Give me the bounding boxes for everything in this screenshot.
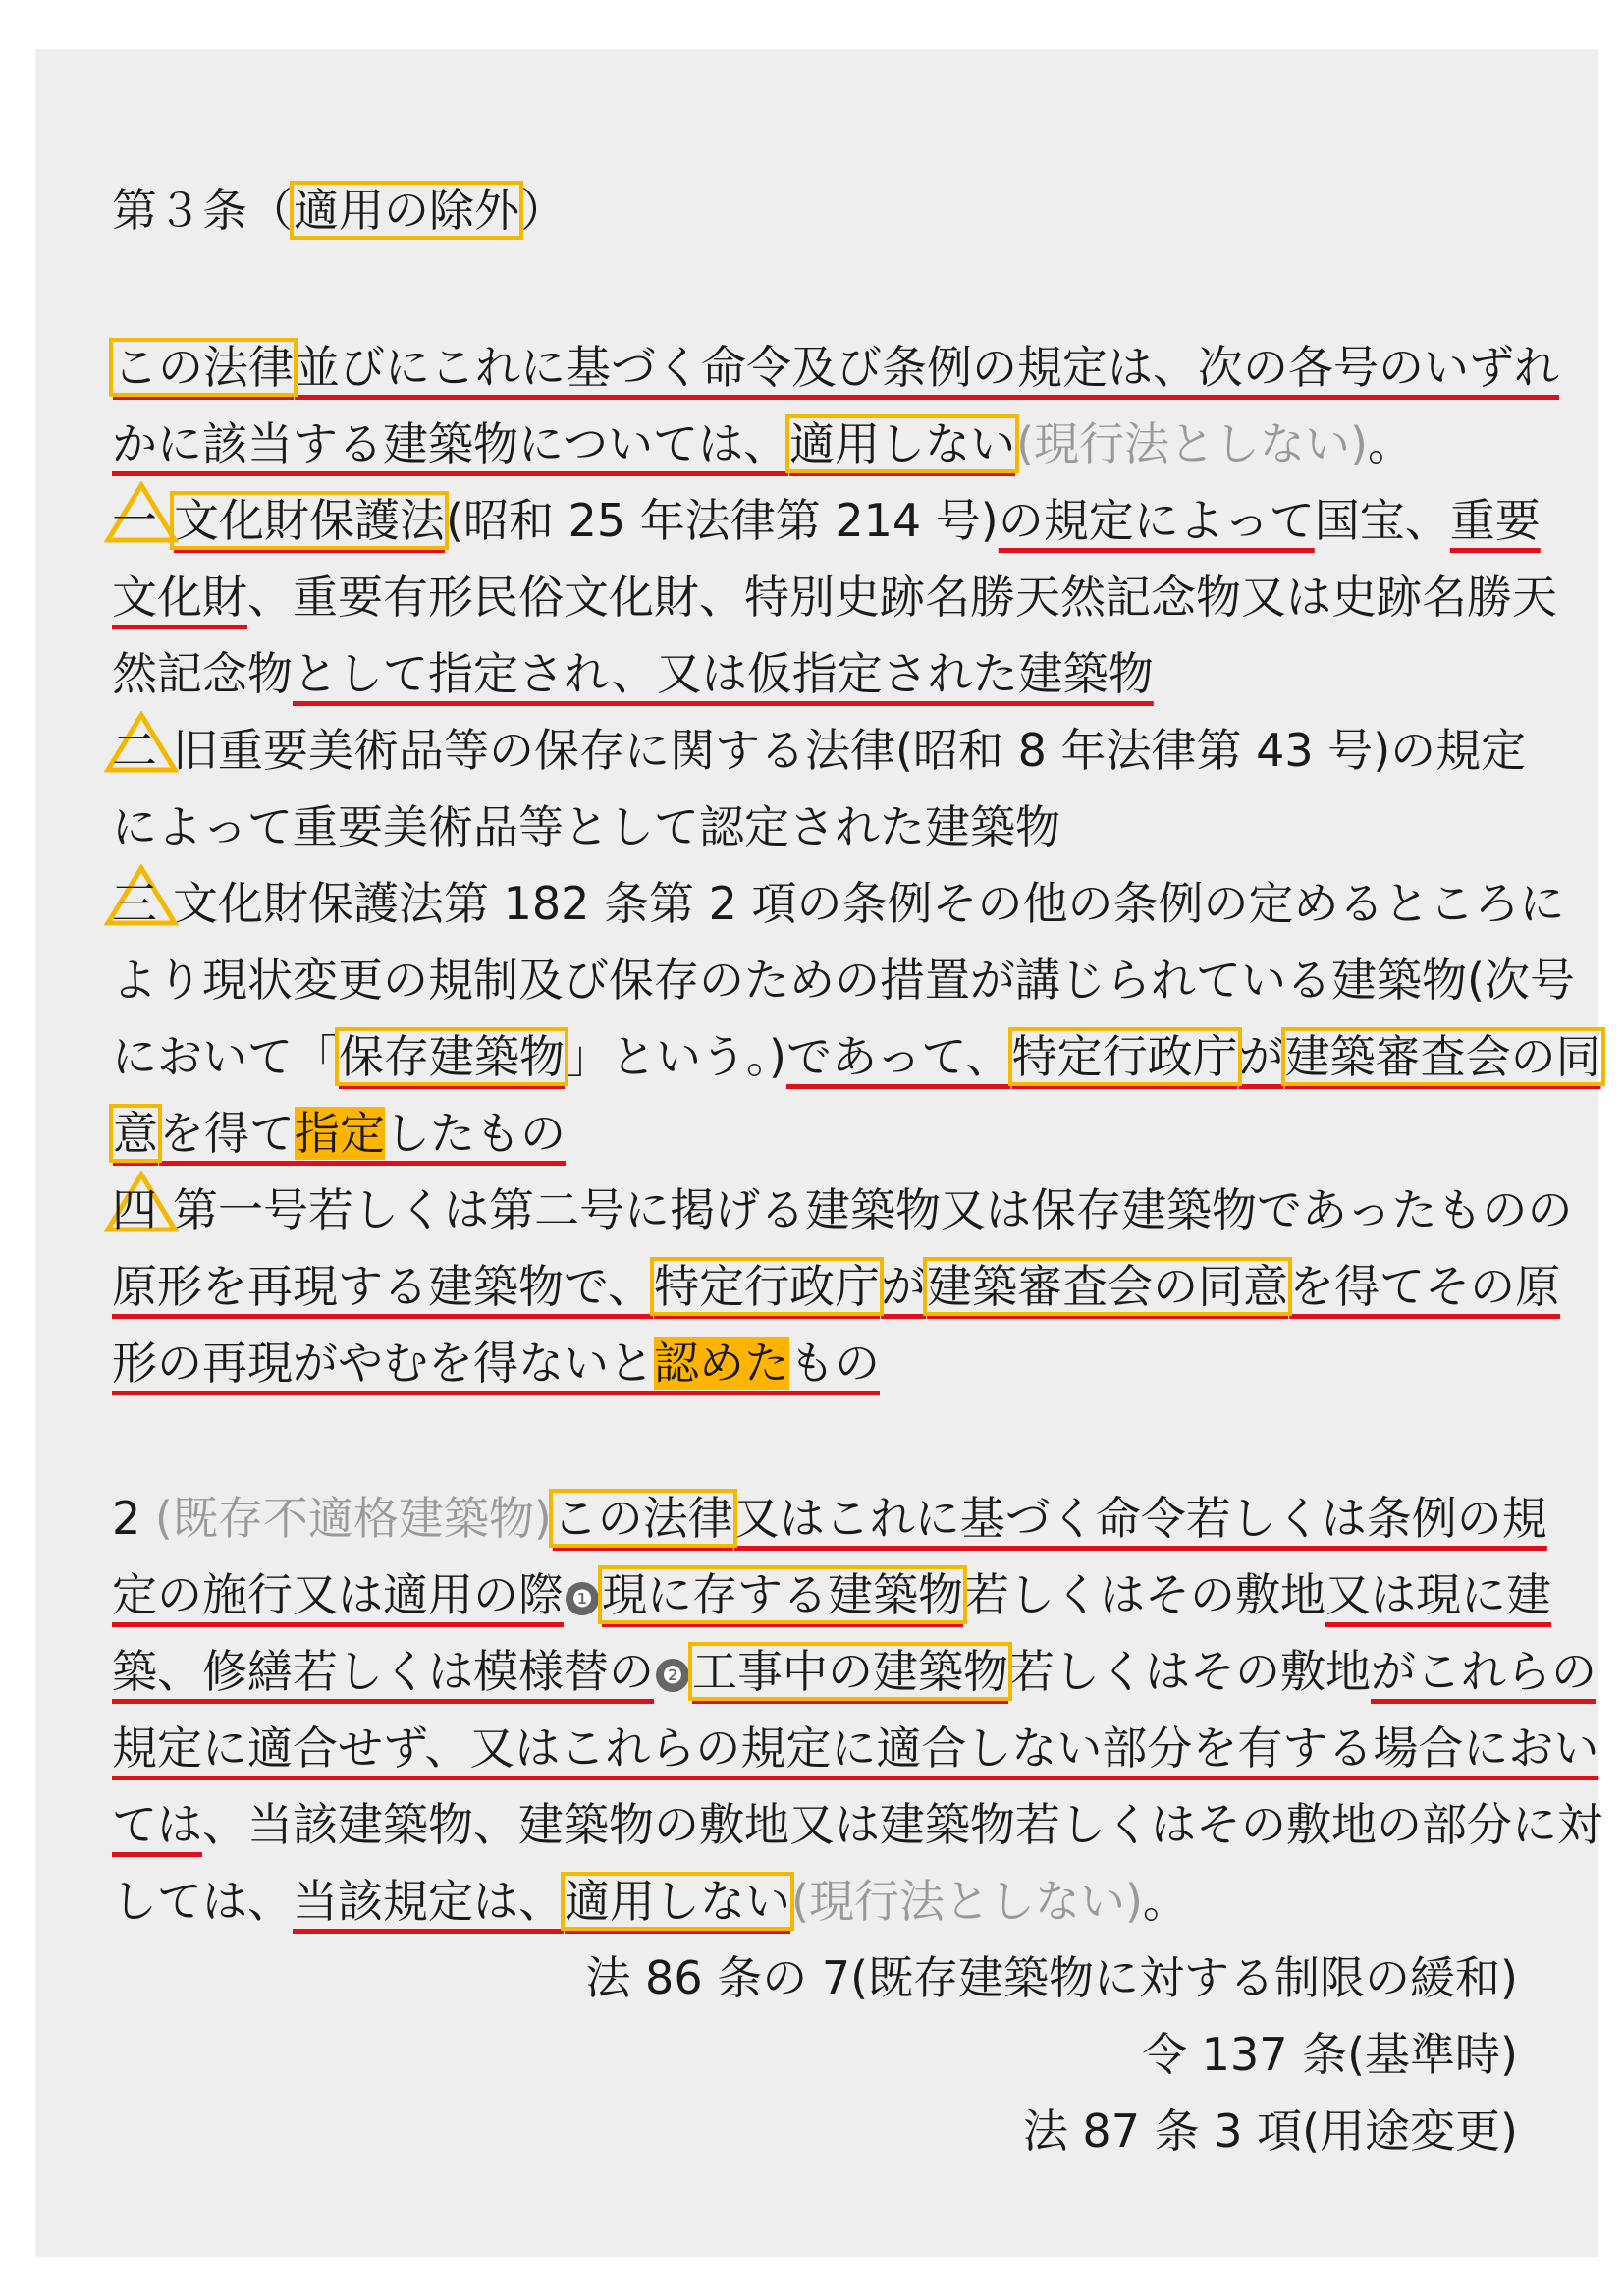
item-2-line-1: 二 旧重要美術品等の保存に関する法律(昭和 8 年法律第 43 号)の規定 — [112, 719, 1526, 782]
item-4-line-2: 原形を再現する建築物で、特定行政庁が建築審査会の同意を得てその原 — [112, 1260, 1561, 1313]
triangle-mark-icon: 二 — [112, 719, 173, 782]
item-4-line-1: 四 第一号若しくは第二号に掲げる建築物又は保存建築物であったものの — [112, 1178, 1573, 1241]
para2-line-2: 定の施行又は適用の際 ❶ 現に存する建築物若しくはその敷地又は現に建 — [112, 1568, 1551, 1621]
item-3-line-1: 三 文化財保護法第 182 条第 2 項の条例その他の条例の定めるところに — [112, 872, 1565, 935]
para2-line-5: ては、当該建築物、建築物の敷地又は建築物若しくはその敷地の部分に対 — [112, 1798, 1602, 1851]
triangle-mark-icon: 一 — [112, 489, 173, 552]
para1-line-2: かに該当する建築物については、適用しない(現行法としない)。 — [112, 417, 1413, 470]
item-1-line-1: 一 文化財保護法(昭和 25 年法律第 214 号)の規定によって国宝、重要 — [112, 489, 1541, 552]
item-1-line-2: 文化財、重要有形民俗文化財、特別史跡名勝天然記念物又は史跡名勝天 — [112, 571, 1557, 624]
circled-number-1: ❶ — [566, 1582, 599, 1615]
item-3-line-3: において「保存建築物」という。)であって、特定行政庁が建築審査会の同 — [112, 1030, 1601, 1083]
item-3-line-2: より現状変更の規制及び保存のための措置が講じられている建築物(次号 — [112, 954, 1575, 1007]
para2-line-4: 規定に適合せず、又はこれらの規定に適合しない部分を有する場合におい — [112, 1722, 1599, 1775]
circled-number-2: ❷ — [656, 1659, 689, 1692]
article-title: 適用の除外 — [294, 184, 519, 237]
reference-2: 令 137 条(基準時) — [1142, 2028, 1518, 2081]
para2-line-3: 築、修繕若しくは模様替の ❷ 工事中の建築物若しくはその敷地がこれらの — [112, 1645, 1596, 1698]
para1-line-1: この法律並びにこれに基づく命令及び条例の規定は、次の各号のいずれ — [113, 341, 1559, 394]
article-heading: 第３条（適用の除外） — [112, 184, 566, 237]
item-2-line-2: によって重要美術品等として認定された建築物 — [112, 800, 1060, 853]
reference-3: 法 87 条 3 項(用途変更) — [1022, 2105, 1518, 2158]
reference-1: 法 86 条の 7(既存建築物に対する制限の緩和) — [585, 1951, 1518, 2004]
item-3-line-4: 意を得て指定したもの — [113, 1107, 566, 1160]
triangle-mark-icon: 四 — [112, 1178, 173, 1241]
item-1-line-3: 然記念物として指定され、又は仮指定された建築物 — [112, 647, 1154, 700]
triangle-mark-icon: 三 — [112, 872, 173, 935]
document-sheet — [35, 49, 1602, 2257]
para2-line-6: しては、当該規定は、適用しない(現行法としない)。 — [112, 1875, 1188, 1928]
item-4-line-3: 形の再現がやむを得ないと認めたもの — [112, 1337, 880, 1390]
para2-line-1: 2 (既存不適格建築物)この法律又はこれに基づく命令若しくは条例の規 — [112, 1492, 1547, 1545]
